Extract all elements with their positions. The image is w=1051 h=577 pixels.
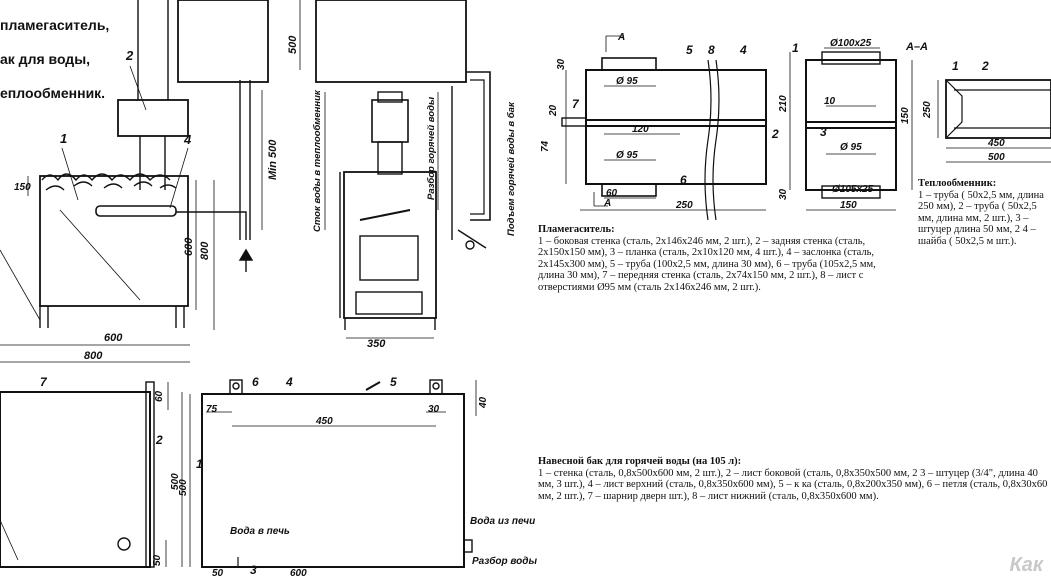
heat-label-1: 1 — [952, 59, 959, 73]
tank-note-draw-off: Разбор воды — [472, 556, 538, 567]
flame-dim-60: 60 — [606, 188, 618, 199]
stove-dim-500: 500 — [287, 35, 299, 54]
flame-dim-20: 20 — [548, 104, 559, 116]
heat-exchanger-labels — [922, 59, 1005, 163]
stove-dim-600-height: 600 — [183, 237, 195, 256]
flame-label-3: 3 — [820, 125, 827, 139]
flame-dim-d95-bottom: Ø 95 — [616, 150, 638, 161]
tank-parts: 1 – стенка (сталь, 0,8х500х600 мм, 2 шт.), 2 – лист боковой (сталь, 0,8х350х500 мм, 2 3 – штуцер (3/4", длина 40 мм, 3 шт.), 4 – лист верхний (сталь, 0,8х350х600 мм), 5 – к ка (сталь, 0,8х200х350 мм), 6 – петля (сталь, 0,8х30х60 мм, 2 шт.), 7 – шарнир дверн шт.), 8 – лист нижний (сталь, 0,8х350х600 мм). — [538, 467, 1048, 502]
flame-dim-d95-section: Ø 95 — [840, 142, 862, 153]
flame-dim-d105: Ø105х25 — [832, 184, 874, 195]
flame-dim-d95-top: Ø 95 — [616, 76, 638, 87]
stove-front-labels — [312, 89, 517, 236]
stove-dim-800-height: 800 — [199, 241, 211, 260]
tank-dim-60: 60 — [154, 390, 165, 402]
stove-side-view — [0, 0, 300, 362]
tank-dim-500-front: 500 — [178, 479, 189, 496]
stove-dim-min500: Min 500 — [267, 139, 279, 180]
flame-label-1: 1 — [792, 41, 799, 55]
heat-dim-250: 250 — [922, 101, 933, 118]
flame-label-4: 4 — [740, 43, 747, 57]
flame-label-8: 8 — [708, 43, 715, 57]
flame-arrester-title: Пламегаситель: — [538, 224, 615, 235]
flame-label-2: 2 — [772, 127, 779, 141]
watermark-logo: Как — [1009, 554, 1043, 576]
tank-label-7: 7 — [40, 375, 47, 389]
legend-item-heat-exchanger: еплообменник. — [0, 85, 106, 101]
tank-note-water-out: Вода из печи — [470, 516, 536, 527]
tank-front-labels — [178, 375, 537, 577]
flame-dim-150-height: 150 — [900, 107, 911, 124]
flame-dim-10: 10 — [824, 96, 836, 107]
tank-dim-500: 500 — [170, 473, 181, 490]
tank-dim-450: 450 — [316, 416, 333, 427]
stove-dim-150: 150 — [14, 182, 31, 193]
flame-dim-30-bottom: 30 — [778, 188, 789, 200]
stove-dim-350: 350 — [367, 338, 386, 350]
stove-dim-600: 600 — [104, 332, 123, 344]
flame-arrester-spec — [538, 224, 900, 293]
stove-labels — [14, 35, 386, 362]
tank-dim-50-bottom: 50 — [212, 568, 224, 577]
tank-label-2: 2 — [156, 433, 163, 447]
heat-exchanger-spec — [918, 178, 1051, 280]
section-mark-a-bottom: А — [604, 198, 612, 209]
legend-item-flame-arrester: пламегаситель, — [0, 17, 110, 33]
heat-dim-450: 450 — [988, 138, 1005, 149]
pipe-label-hot-water: Разбор горячей воды — [426, 96, 437, 200]
stove-dim-800-width: 800 — [84, 350, 103, 362]
heat-exchanger-title: Теплообменник: — [918, 178, 997, 189]
tank-dim-600: 600 — [290, 568, 307, 577]
stove-label-1: 1 — [60, 131, 68, 146]
tank-side-labels — [40, 375, 181, 566]
tank-dim-40: 40 — [478, 396, 489, 408]
tank-dim-30: 30 — [428, 404, 440, 415]
heat-dim-500: 500 — [988, 152, 1005, 163]
pipe-label-rise: Подъем горячей воды в бак — [506, 102, 517, 236]
heat-exchanger-drawing — [938, 80, 1051, 162]
tank-dim-75: 75 — [206, 404, 218, 415]
flame-label-5: 5 — [686, 43, 693, 57]
tank-label-4: 4 — [286, 375, 293, 389]
tank-spec — [538, 456, 1051, 518]
heat-exchanger-parts: 1 – труба ( 50х2,5 мм, длина 250 мм), 2 – труба ( 50х2,5 мм, длина мм, 2 шт.), 3 – штуцер длина 50 мм, 2 4 – шайба ( 50х2,5 м шт.). — [918, 189, 1044, 247]
section-mark-a-top: А — [618, 32, 626, 43]
tank-dim-50-left: 50 — [152, 554, 163, 566]
tank-label-5: 5 — [390, 375, 397, 389]
tank-label-6: 6 — [252, 375, 259, 389]
section-title-a-a: А–А — [906, 41, 929, 53]
tank-label-1: 1 — [196, 457, 203, 471]
flame-dim-74: 74 — [540, 140, 551, 152]
flame-dim-d100: Ø100х25 — [830, 38, 872, 49]
flame-label-6: 6 — [680, 173, 687, 187]
flame-dim-250: 250 — [676, 200, 693, 211]
flame-dim-210: 210 — [778, 95, 789, 112]
flame-dim-120: 120 — [632, 124, 649, 135]
flame-dim-150-width: 150 — [840, 200, 857, 211]
heat-label-2: 2 — [982, 59, 989, 73]
pipe-label-drain: Сток воды в теплообменник — [312, 90, 323, 232]
stove-front-view — [316, 0, 490, 338]
flame-dim-30: 30 — [556, 58, 567, 70]
stove-label-4: 4 — [184, 132, 192, 147]
legend-item-water-tank: ак для воды, — [0, 51, 91, 67]
stove-label-2: 2 — [126, 48, 134, 63]
tank-note-water-in: Вода в печь — [230, 526, 290, 537]
tank-title: Навесной бак для горячей воды (на 105 л): — [538, 456, 742, 467]
flame-arrester-parts: 1 – боковая стенка (сталь, 2х146х246 мм, 2 шт.), 2 – задняя стенка (сталь, 2х150х150 мм), 3 – планка (сталь, 2х10х120 мм, 4 шт.), 4 – заслонка (сталь, 2х145х300 мм), 5 – труба (100х2,5 мм, длина 30 мм), 6 – труба (105х2,5 мм, длина 30 мм), 7 – передняя стенка (сталь, 2х74х150 мм, 2 шт.), 8 – лист с отверстиями Ø95 мм (сталь 2х146х246 мм, 2 шт.). — [538, 235, 876, 293]
flame-label-7: 7 — [572, 97, 579, 111]
tank-side-drawing — [0, 382, 182, 567]
tank-label-3: 3 — [250, 563, 257, 577]
